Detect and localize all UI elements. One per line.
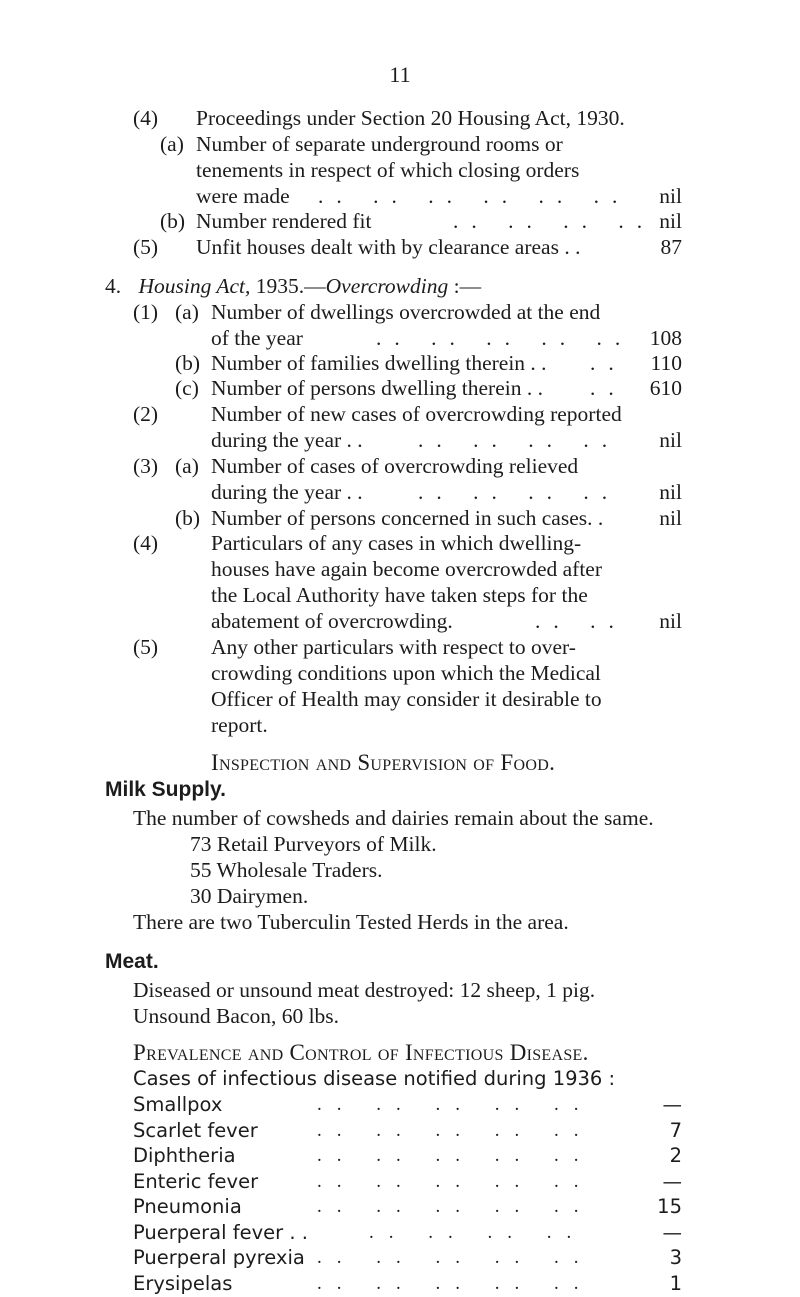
item-text: Unfit houses dealt with by clearance areas . .	[196, 235, 581, 259]
dot-leader: .. .. .. .. ..	[317, 1094, 594, 1115]
item-label: (c)	[175, 376, 199, 400]
milk-heading: Milk Supply.	[105, 778, 226, 801]
item-text: Number of dwellings overcrowded at the end	[211, 300, 601, 324]
dot-leader: .. .. .. .. ..	[317, 1145, 594, 1166]
milk-text: 73 Retail Purveyors of Milk.	[190, 832, 437, 856]
section-num: 4.	[105, 274, 122, 298]
section-title-year: 1935.—	[255, 274, 326, 298]
milk-text: There are two Tuberculin Tested Herds in the area.	[133, 910, 569, 934]
milk-text: The number of cowsheds and dairies remain about the same.	[133, 806, 654, 830]
item-text: the Local Authority have taken steps for the	[211, 583, 588, 607]
item-value: nil	[659, 506, 682, 530]
disease-count: —	[662, 1170, 682, 1193]
dot-leader: ..	[590, 376, 627, 400]
section-number	[105, 273, 481, 299]
item-number: (1)	[133, 300, 159, 324]
item-label: (a)	[175, 454, 199, 478]
disease-name: Smallpox	[133, 1093, 223, 1116]
item-text: of the year	[211, 326, 303, 350]
disease-name: Enteric fever	[133, 1170, 259, 1193]
item-text: Number of persons dwelling therein . .	[211, 376, 543, 400]
item-text: Number rendered fit	[196, 209, 372, 233]
disease-name: Erysipelas	[133, 1272, 233, 1295]
dot-leader: ..	[590, 351, 627, 375]
item-number: (5)	[133, 235, 159, 259]
item-text: report.	[211, 713, 268, 737]
disease-count: 15	[657, 1195, 682, 1218]
disease-name: Scarlet fever	[133, 1119, 258, 1142]
meat-heading: Meat.	[105, 950, 159, 973]
item-label: (a)	[175, 300, 199, 324]
item-text: Officer of Health may consider it desirable to	[211, 687, 602, 711]
item-number: (3)	[133, 454, 159, 478]
dot-leader: .. .. .. ..	[453, 209, 656, 233]
dot-leader: .. .. .. ..	[369, 1222, 587, 1243]
meat-text: Diseased or unsound meat destroyed: 12 sheep, 1 pig.	[133, 978, 596, 1002]
item-value: nil	[659, 609, 682, 633]
disease-count: 7	[669, 1119, 682, 1142]
item-text: Number of separate underground rooms or	[196, 132, 563, 156]
disease-count: —	[662, 1093, 682, 1116]
item-text: tenements in respect of which closing orders	[196, 158, 580, 182]
item-text: Number of cases of overcrowding relieved	[211, 454, 579, 478]
dot-leader: .. .. .. .. ..	[317, 1171, 594, 1192]
dot-leader: .. .. .. .. ..	[317, 1247, 594, 1268]
disease-name: Pneumonia	[133, 1195, 242, 1218]
dot-leader: .. .. .. .. ..	[317, 1196, 594, 1217]
infectious-intro: Cases of infectious disease notified during 1936 :	[133, 1067, 616, 1090]
item-value: 87	[660, 235, 682, 259]
item-value: nil	[659, 184, 682, 208]
item-number: (2)	[133, 402, 159, 426]
item-text: during the year . .	[211, 480, 363, 504]
disease-count: 2	[669, 1144, 682, 1167]
page-number: 11	[389, 62, 411, 87]
item-text: were made	[196, 184, 290, 208]
item-label: (b)	[175, 351, 201, 375]
item-value: nil	[659, 428, 682, 452]
item-text: during the year . .	[211, 428, 363, 452]
item-number: (4)	[133, 106, 159, 130]
disease-name: Puerperal pyrexia	[133, 1246, 305, 1269]
infectious-heading: Prevalence and Control of Infectious Disease.	[133, 1040, 589, 1065]
dot-leader: .. .. .. .. ..	[317, 1273, 594, 1294]
item-label: (b)	[175, 506, 201, 530]
dot-leader: .. .. .. .. .. ..	[318, 184, 631, 208]
item-text: crowding conditions upon which the Medical	[211, 661, 601, 685]
section-heading: Proceedings under Section 20 Housing Act, 1930.	[196, 106, 625, 130]
meat-text: Unsound Bacon, 60 lbs.	[133, 1004, 340, 1028]
item-text: houses have again become overcrowded after	[211, 557, 602, 581]
food-heading: Inspection and Supervision of Food.	[211, 750, 556, 775]
item-number: (4)	[133, 531, 159, 555]
item-value: nil	[659, 480, 682, 504]
item-value: nil	[659, 209, 682, 233]
item-text: abatement of overcrowding.	[211, 609, 453, 633]
section-title-italic: Housing Act,	[138, 274, 251, 298]
item-number: (5)	[133, 635, 159, 659]
item-text: Number of persons concerned in such cases. .	[211, 506, 604, 530]
dot-leader: .. ..	[535, 609, 627, 633]
disease-name: Puerperal fever . .	[133, 1221, 308, 1244]
item-label: (b)	[160, 209, 186, 233]
item-text: Any other particulars with respect to over-	[211, 635, 576, 659]
item-text: Particulars of any cases in which dwelling-	[211, 531, 582, 555]
item-label: (a)	[160, 132, 184, 156]
disease-count: 1	[669, 1272, 682, 1295]
dot-leader: .. .. .. ..	[418, 428, 621, 452]
milk-text: 55 Wholesale Traders.	[190, 858, 383, 882]
dot-leader: .. .. .. .. ..	[376, 326, 634, 350]
item-value: 110	[650, 351, 682, 375]
section-title-end: :—	[453, 274, 482, 298]
item-text: Number of new cases of overcrowding reported	[211, 402, 622, 426]
dot-leader: .. .. .. .. ..	[317, 1120, 594, 1141]
milk-text: 30 Dairymen.	[190, 884, 309, 908]
dot-leader: .. .. .. ..	[418, 480, 621, 504]
disease-name: Diphtheria	[133, 1144, 236, 1167]
item-value: 610	[649, 376, 682, 400]
item-value: 108	[649, 326, 682, 350]
disease-count: 3	[669, 1246, 682, 1269]
item-text: Number of families dwelling therein . .	[211, 351, 547, 375]
disease-count: —	[662, 1221, 682, 1244]
section-title-italic2: Overcrowding	[325, 274, 449, 298]
